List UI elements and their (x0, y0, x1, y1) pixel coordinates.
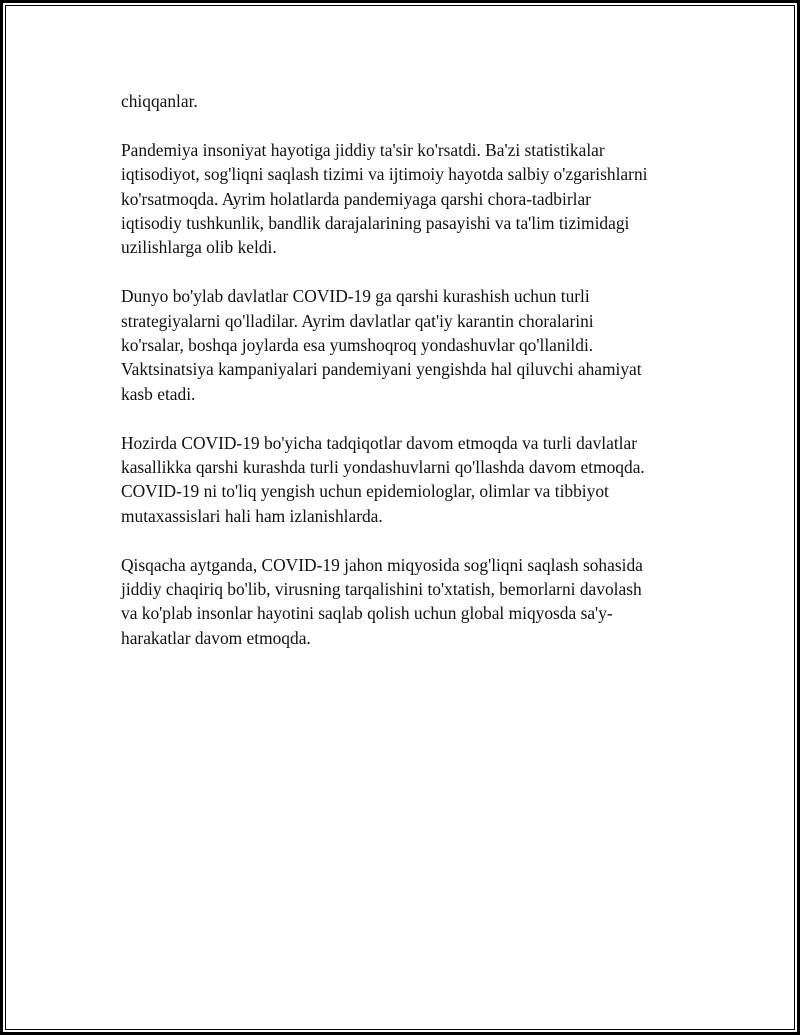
text-line: va ko'plab insonlar hayotini saqlab qolish uchun global miqyosda sa'y- (121, 603, 613, 624)
text-line: kasb etadi. (121, 383, 196, 404)
paragraph-4 (121, 431, 691, 529)
text-line: ko'rsatmoqda. Ayrim holatlarda pandemiyaga qarshi chora-tadbirlar (121, 188, 591, 209)
text-line: kasallikka qarshi kurashda turli yondashuvlarni qo'llashda davom etmoqda. (121, 457, 645, 478)
document-body (121, 89, 691, 675)
text-line: jiddiy chaqiriq bo'lib, virusning tarqalishini to'xtatish, bemorlarni davolash (121, 579, 642, 600)
paragraph-3 (121, 284, 691, 406)
text-line: strategiyalarni qo'lladilar. Ayrim davlatlar qat'iy karantin choralarini (121, 310, 594, 331)
text-line: chiqqanlar. (121, 91, 198, 111)
paragraph-1 (121, 89, 691, 113)
text-line: COVID-19 ni to'liq yengish uchun epidemiologlar, olimlar va tibbiyot (121, 481, 609, 502)
paragraph-5 (121, 553, 691, 651)
text-line: iqtisodiy tushkunlik, bandlik darajalarining pasayishi va ta'lim tizimidagi (121, 213, 630, 234)
text-line: mutaxassislari hali ham izlanishlarda. (121, 505, 383, 526)
text-line: Hozirda COVID-19 bo'yicha tadqiqotlar davom etmoqda va turli davlatlar (121, 432, 638, 453)
text-line: Qisqacha aytganda, COVID-19 jahon miqyosida sog'liqni saqlash sohasida (121, 554, 643, 575)
text-line: Dunyo bo'ylab davlatlar COVID-19 ga qarshi kurashish uchun turli (121, 286, 590, 307)
text-line: uzilishlarga olib keldi. (121, 237, 277, 258)
text-line: ko'rsalar, boshqa joylarda esa yumshoqroq yondashuvlar qo'llanildi. (121, 335, 594, 356)
text-line: Pandemiya insoniyat hayotiga jiddiy ta'sir ko'rsatdi. Ba'zi statistikalar (121, 139, 605, 160)
paragraph-2 (121, 138, 691, 260)
text-line: Vaktsinatsiya kampaniyalari pandemiyani yengishda hal qiluvchi ahamiyat (121, 359, 642, 380)
text-line: harakatlar davom etmoqda. (121, 627, 311, 648)
text-line: iqtisodiyot, sog'liqni saqlash tizimi va ijtimoiy hayotda salbiy o'zgarishlarni (121, 164, 648, 185)
